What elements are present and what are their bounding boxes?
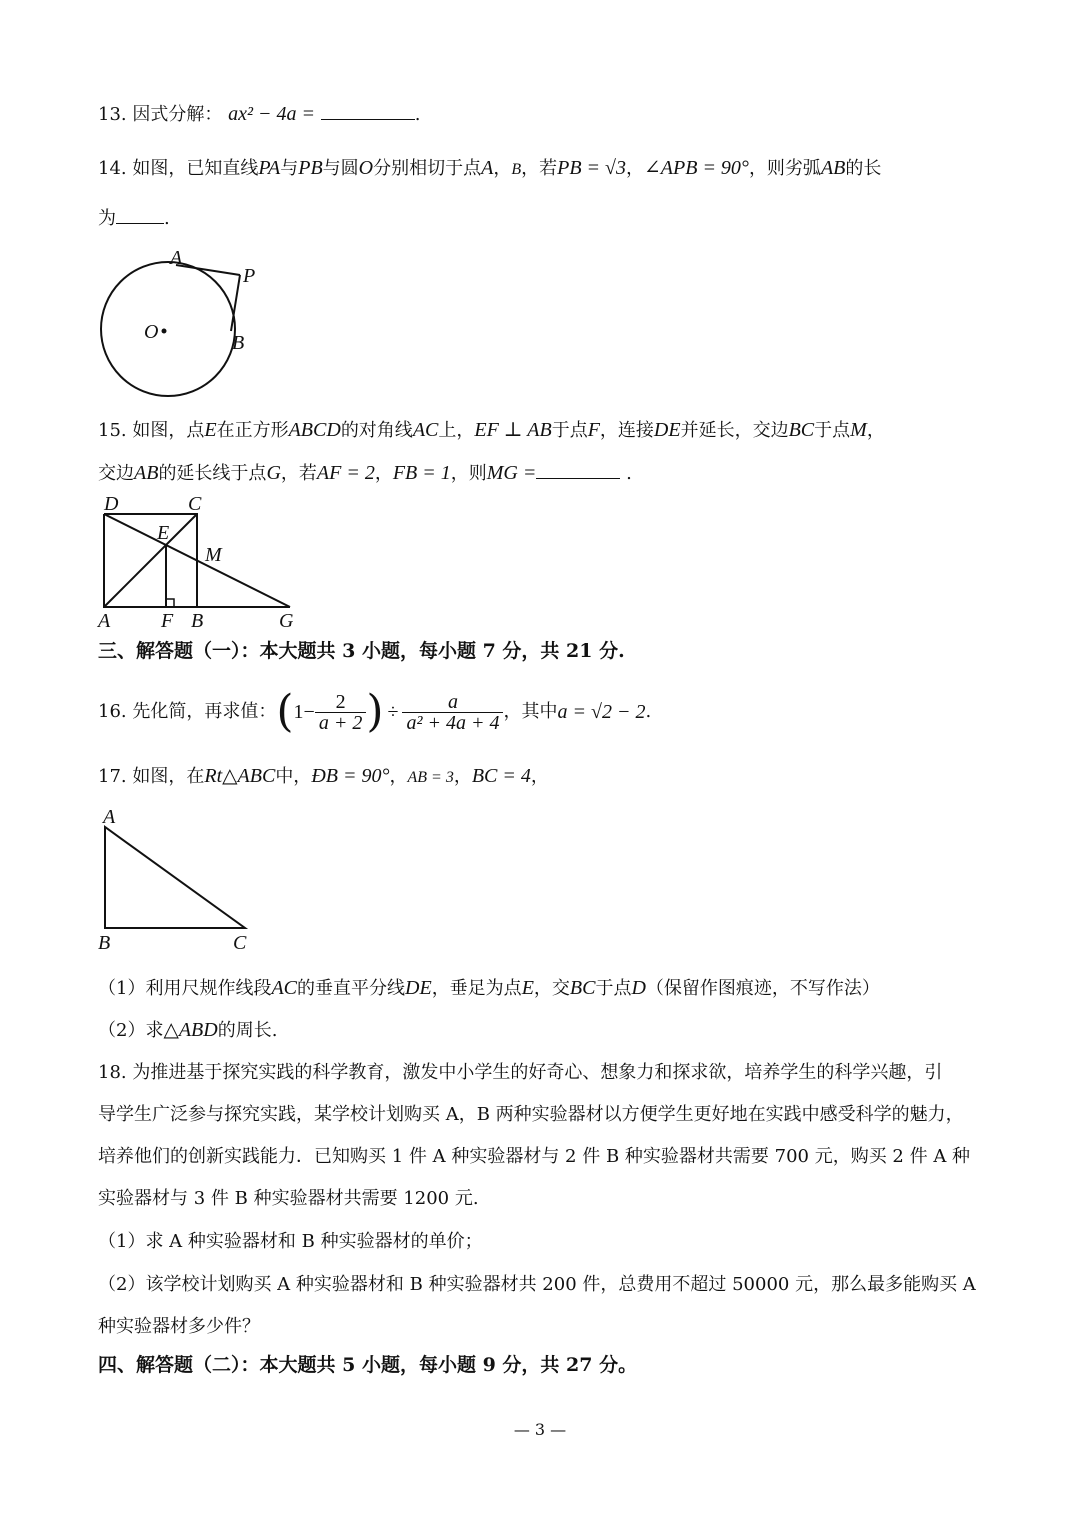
q15-label-g: G — [279, 610, 294, 632]
q17-line1: 17. 如图，在Rt△ABC中，ÐB = 90°，AB = 3，BC = 4， — [98, 765, 549, 787]
q18-part2-line2: 种实验器材多少件？ — [98, 1316, 260, 1337]
q18-line3: 培养他们的创新实践能力．已知购买 1 件 A 种实验器材与 2 件 B 种实验器材共需要 700 元，购买 2 件 A 种 — [98, 1146, 971, 1167]
q15-label-e: E — [157, 522, 170, 544]
q17-part1: （1）利用尺规作线段AC的垂直平分线DE，垂足为点E，交BC于点D（保留作图痕迹，不写作法） — [98, 977, 880, 999]
q15-figure — [95, 492, 310, 632]
q16: 16. 先化简，再求值： ( 1− $\frac{2}{a + 2}$ ) ÷ $\frac{a}{\text{a² + 4a + 4}}$ ，其中 a = √2 − 2 . — [98, 686, 652, 737]
page-number: — 3 — — [513, 1420, 567, 1439]
section-3-heading: 三、解答题（一）：本大题共 3 小题，每小题 7 分，共 21 分. — [98, 640, 625, 662]
q18-part2-line1: （2）该学校计划购买 A 种实验器材和 B 种实验器材共 200 件，总费用不超过 50000 元，那么最多能购买 A — [98, 1274, 976, 1295]
q14-figure — [90, 245, 280, 405]
q15-label-f: F — [161, 610, 174, 632]
q14-label-o: O — [144, 321, 159, 343]
q15-label-c: C — [188, 493, 202, 515]
q17-figure — [95, 805, 265, 955]
q17-label-c: C — [233, 932, 247, 954]
q15-label-m: M — [205, 544, 222, 566]
q18-line4: 实验器材与 3 件 B 种实验器材共需要 1200 元. — [98, 1188, 479, 1209]
q18-line1: 18. 为推进基于探究实践的科学教育，激发中小学生的好奇心、想象力和探求欲，培养学生的科学兴趣，引 — [98, 1062, 943, 1083]
q14-label-p: P — [243, 265, 256, 287]
q15-line1: 15. 如图，点E在正方形ABCD的对角线AC上，EF ⊥ AB于点F，连接DE并延长，交边BC于点M， — [98, 419, 885, 441]
q18-line2: 导学生广泛参与探究实践，某学校计划购买 A，B 两种实验器材以方便学生更好地在实践中感受科学的魅力， — [98, 1104, 964, 1125]
q17-label-b: B — [98, 932, 111, 954]
q15-line2: 交边AB的延长线于点G，若AF = 2，FB = 1，则MG = . — [98, 462, 632, 484]
q15-label-a: A — [98, 610, 111, 632]
q15-label-b: B — [191, 610, 204, 632]
q14-label-a: A — [170, 247, 183, 269]
q14-line1: 14. 如图，已知直线PA与PB与圆O分别相切于点A，B，若PB = √3，∠APB = 90°，则劣弧AB的长 — [98, 157, 882, 179]
q14-label-b: B — [232, 332, 245, 354]
q18-part1: （1）求 A 种实验器材和 B 种实验器材的单价； — [98, 1231, 483, 1252]
q15-label-d: D — [104, 493, 119, 515]
q17-part2: （2）求△ABD的周长. — [98, 1019, 278, 1041]
section-4-heading: 四、解答题（二）：本大题共 5 小题，每小题 9 分，共 27 分。 — [98, 1354, 638, 1376]
q17-label-a: A — [103, 806, 116, 828]
q13: 13. 因式分解： ax² − 4a = . — [98, 103, 421, 125]
q14-line2: 为 . — [98, 208, 170, 229]
